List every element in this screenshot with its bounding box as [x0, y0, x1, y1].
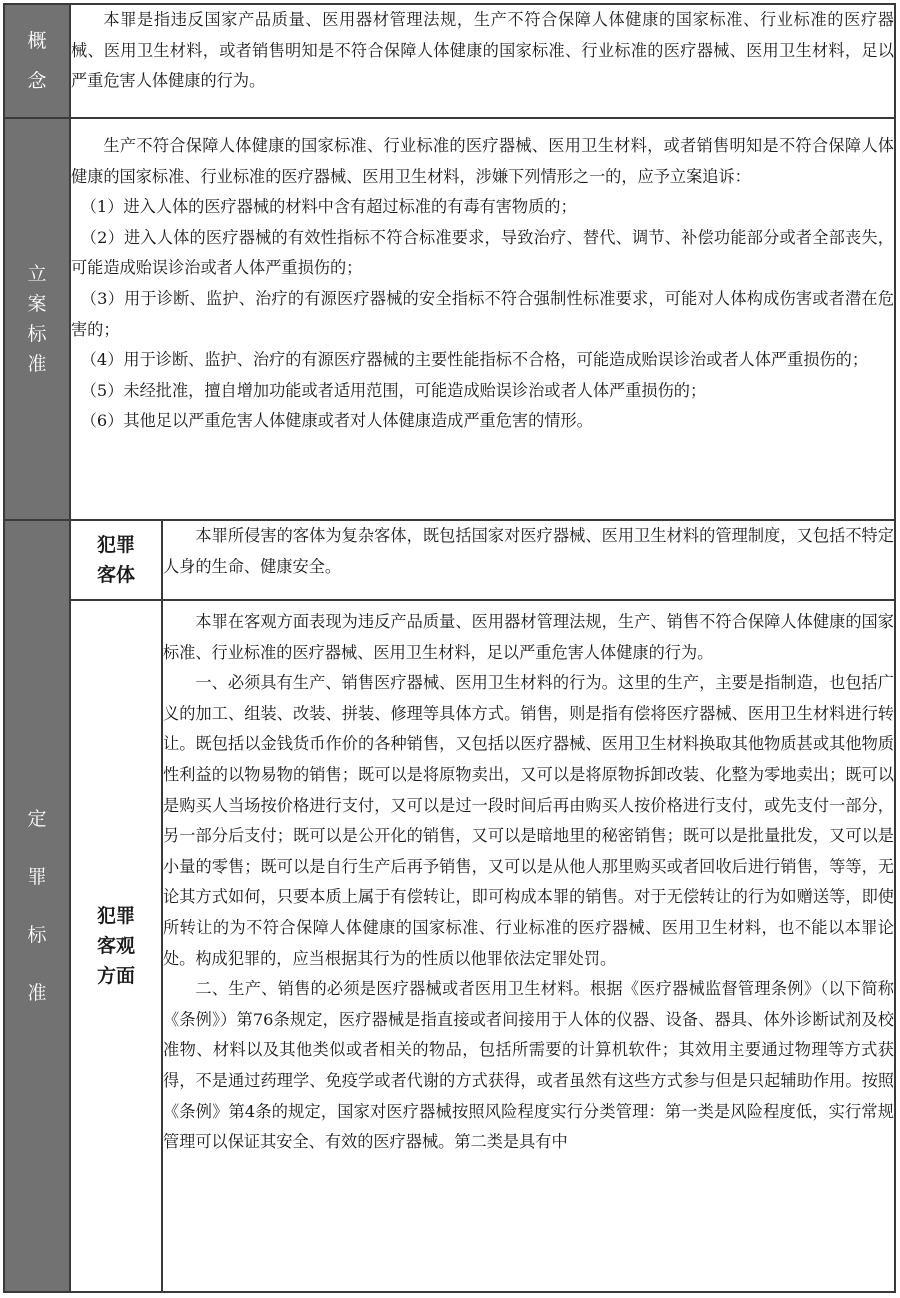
concept-label-cell: [4, 4, 70, 118]
concept-row: [4, 4, 895, 118]
crime-object-label-line: 犯罪: [96, 534, 135, 556]
conviction-standard-label-cell: [4, 520, 70, 1292]
concept-text-cell: [70, 4, 895, 118]
crime-objective-label-line: 犯罪: [96, 905, 135, 927]
filing-label-char: 案: [27, 293, 47, 315]
conviction-label-char: 标: [27, 924, 47, 946]
crime-objective-text-cell: [162, 600, 895, 1292]
filing-standard-label-cell: [4, 118, 70, 520]
filing-item: （5）未经批准，擅自增加功能或者适用范围，可能造成贻误诊治或者人体严重损伤的；: [80, 380, 707, 400]
filing-label-char: 准: [27, 353, 47, 375]
concept-label-char: 概: [27, 30, 47, 52]
crime-objective-paragraph: 本罪在客观方面表现为违反产品质量、医用器材管理法规，生产、销售不符合保障人体健康的国家标准、行业标准的医疗器械、医用卫生材料，足以严重危害人体健康的行为。: [163, 612, 894, 662]
filing-item: （6）其他足以严重危害人体健康或者对人体健康造成严重危害的情形。: [80, 411, 593, 431]
crime-objective-label-cell: [70, 600, 162, 1292]
crime-objective-paragraph: 二、生产、销售的必须是医疗器械或者医用卫生材料。根据《医疗器械监督管理条例》（以下简称《条例》）第76条规定，医疗器械是指直接或者间接用于人体的仪器、设备、器具、体外诊断试剂及校准物、材料以及其他类似或者相关的物品，包括所需要的计算机软件；其效用主要通过物理等方式获得，不是通过药理学、免疫学或者代谢的方式获得，或者虽然有这些方式参与但是只起辅助作用。按照《条例》第4条的规定，国家对医疗器械按照风险程度实行分类管理：第一类是风险程度低，实行常规管理可以保证其安全、有效的医疗器械。第二类是具有中: [163, 979, 894, 1152]
filing-label-char: 标: [27, 323, 47, 345]
crime-objective-label-line: 客观: [96, 935, 135, 957]
filing-item: （2）进入人体的医疗器械的有效性指标不符合标准要求，导致治疗、替代、调节、补偿功能部分或者全部丧失，可能造成贻误诊治或者人体严重损伤的；: [71, 227, 894, 278]
crime-object-row: [4, 520, 895, 600]
crime-object-label-cell: [70, 520, 162, 600]
crime-object-label-line: 客体: [96, 564, 135, 586]
filing-standard-row: [4, 118, 895, 520]
concept-text: 本罪是指违反国家产品质量、医用器材管理法规，生产不符合保障人体健康的国家标准、行业标准的医疗器械、医用卫生材料，或者销售明知是不符合保障人体健康的国家标准、行业标准的医疗器械、医用卫生材料，足以严重危害人体健康的行为。: [71, 10, 894, 91]
conviction-label-char: 罪: [27, 866, 47, 888]
crime-objective-label-line: 方面: [96, 965, 135, 987]
crime-object-text-cell: [162, 520, 895, 600]
crime-standards-table: [3, 3, 896, 1293]
crime-object-text: 本罪所侵害的客体为复杂客体，既包括国家对医疗器械、医用卫生材料的管理制度，又包括不特定人身的生命、健康安全。: [163, 526, 894, 576]
filing-item: （3）用于诊断、监护、治疗的有源医疗器械的安全指标不符合强制性标准要求，可能对人体构成伤害或者潜在危害的；: [71, 288, 894, 339]
concept-label-char: 念: [27, 70, 47, 92]
conviction-label-char: 定: [27, 808, 47, 830]
conviction-label-char: 准: [27, 982, 47, 1004]
filing-label-char: 立: [27, 263, 47, 285]
filing-item: （4）用于诊断、监护、治疗的有源医疗器械的主要性能指标不合格，可能造成贻误诊治或者人体严重损伤的；: [80, 350, 869, 370]
crime-objective-paragraph: 一、必须具有生产、销售医疗器械、医用卫生材料的行为。这里的生产，主要是指制造，也包括广义的加工、组装、改装、拼装、修理等具体方式。销售，则是指有偿将医疗器械、医用卫生材料进行转让。既包括以金钱货币作价的各种销售，又包括以医疗器械、医用卫生材料换取其他物质甚或其他物质性利益的以物易物的销售；既可以是将原物卖出，又可以是将原物拆卸改装、化整为零地卖出；既可以是购买人当场按价格进行支付，又可以是过一段时间后再由购买人按价格进行支付，或先支付一部分，另一部分后支付；既可以是公开化的销售，又可以是暗地里的秘密销售；既可以是批量批发，又可以是小量的零售；既可以是自行生产后再予销售，又可以是从他人那里购买或者回收后进行销售，等等，无论其方式如何，只要本质上属于有偿转让，即可构成本罪的销售。对于无偿转让的行为如赠送等，即使所转让的为不符合保障人体健康的国家标准、行业标准的医疗器械、医用卫生材料，也不能以本罪论处。构成犯罪的，应当根据其行为的性质以他罪依法定罪处罚。: [163, 673, 894, 968]
crime-objective-row: [4, 600, 895, 1292]
filing-standard-text-cell: [70, 118, 895, 520]
filing-item: （1）进入人体的医疗器械的材料中含有超过标准的有毒有害物质的；: [80, 197, 577, 217]
filing-intro: 生产不符合保障人体健康的国家标准、行业标准的医疗器械、医用卫生材料，或者销售明知是不符合保障人体健康的国家标准、行业标准的医疗器械、医用卫生材料，涉嫌下列情形之一的，应予立案追诉：: [71, 136, 894, 186]
